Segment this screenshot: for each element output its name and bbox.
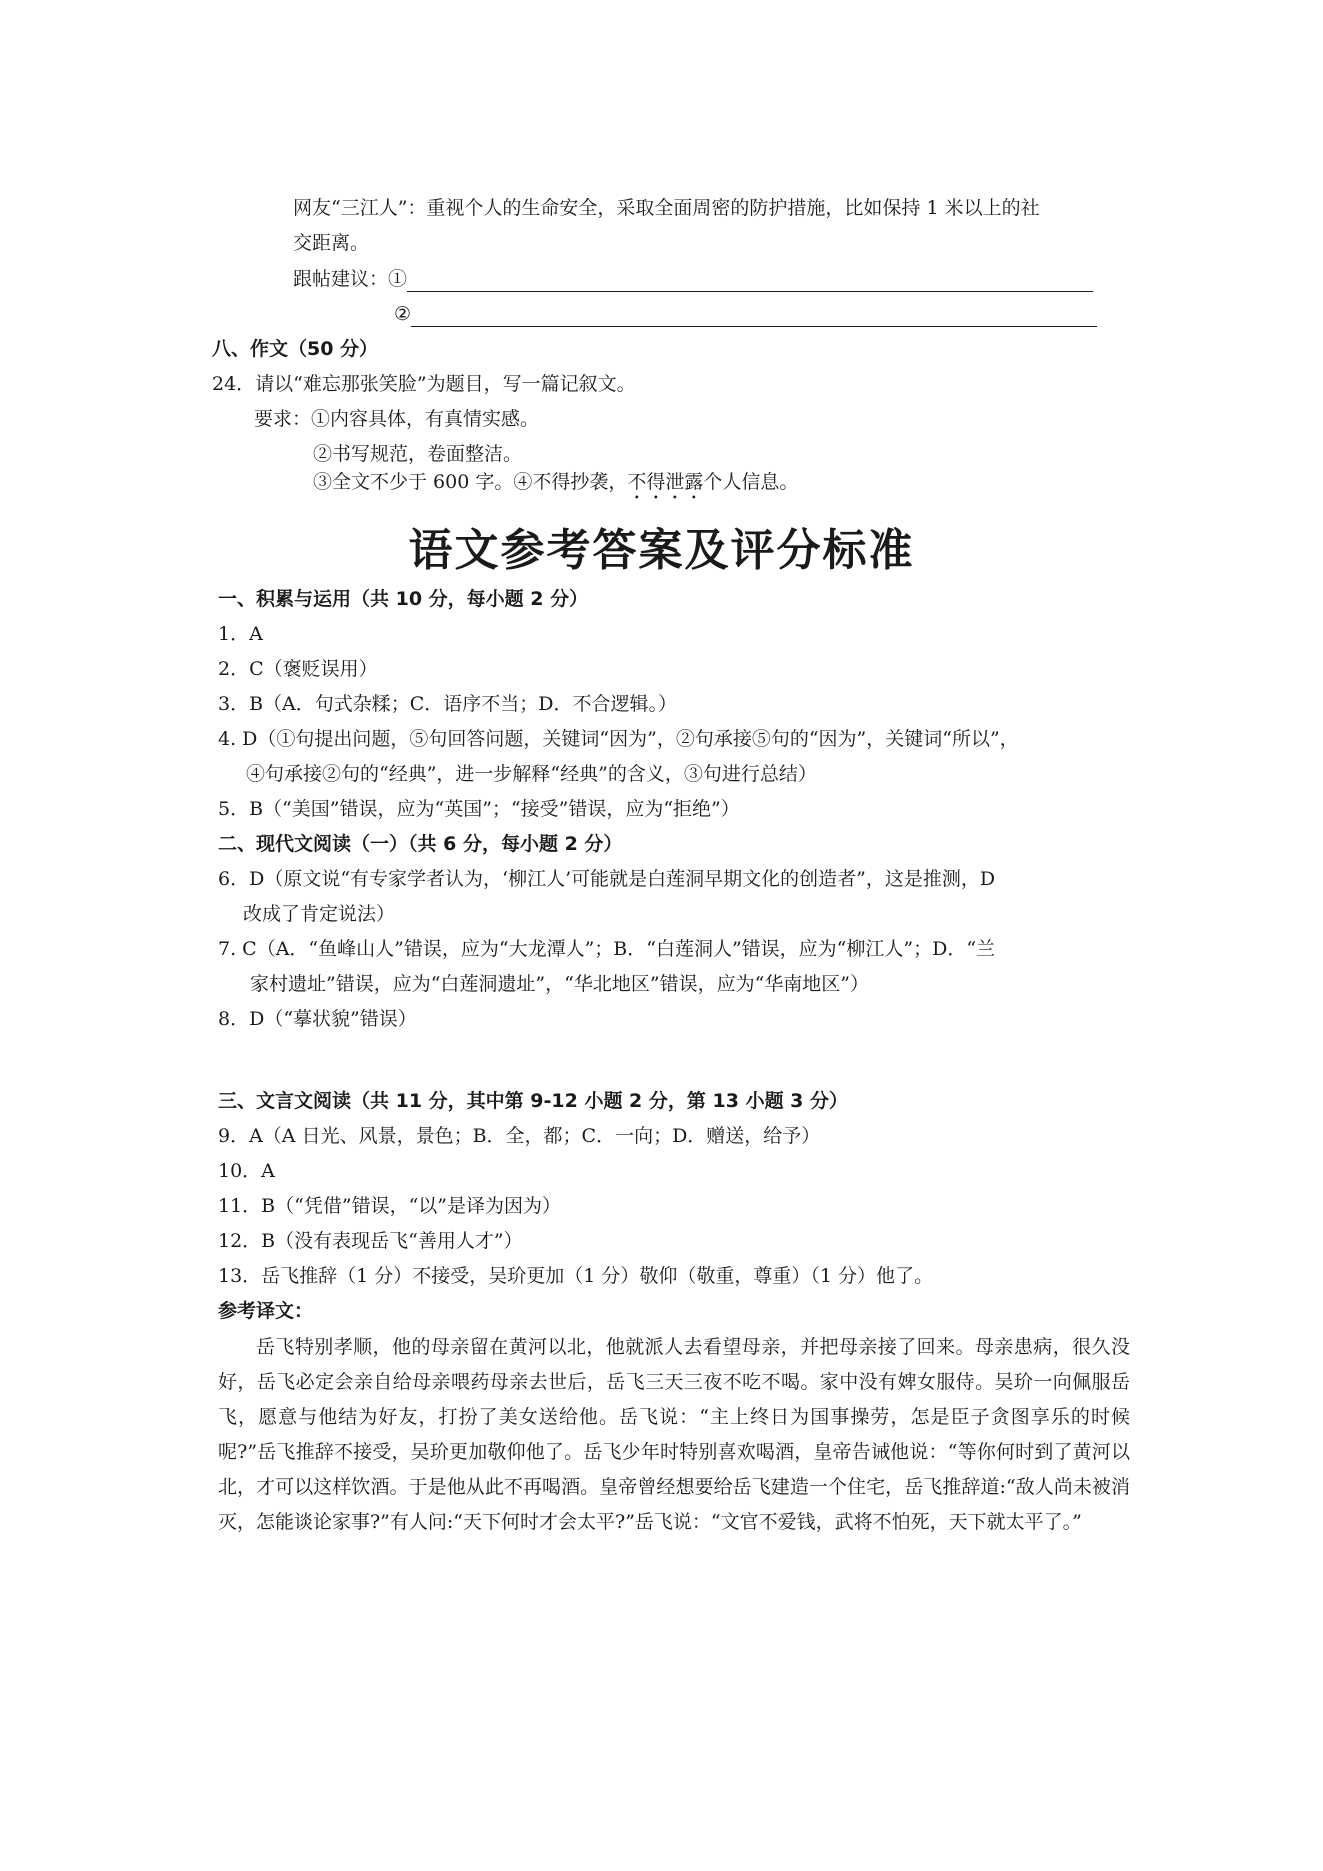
section-3-heading: 三、文言文阅读（共 11 分，其中第 9-12 小题 2 分，第 13 小题 3 分） [218, 1090, 849, 1112]
answer-13: 13．岳飞推辞（1 分）不接受，吴玠更加（1 分）敬仰（敬重，尊重）（1 分）他了。 [218, 1265, 934, 1287]
translation-block [218, 1330, 1130, 1540]
answer-8: 8．D（“摹状貌”错误） [218, 1008, 417, 1030]
reply-row-1 [293, 266, 1093, 292]
reply-row-2 [394, 301, 1097, 327]
answer-12: 12．B（没有表现岳飞“善用人才”） [218, 1230, 523, 1252]
answer-6-line-2: 改成了肯定说法） [243, 903, 396, 925]
answer-4-line-1: 4. D（①句提出问题，⑤句回答问题，关键词“因为”，②句承接⑤句的“因为”，关键词“所以”， [218, 728, 1019, 750]
requirement-1: 要求：①内容具体，有真情实感。 [254, 408, 540, 430]
translation-text: 岳飞特别孝顺，他的母亲留在黄河以北，他就派人去看望母亲，并把母亲接了回来。母亲患病，很久没好，岳飞必定会亲自给母亲喂药母亲去世后，岳飞三天三夜不吃不喝。家中没有婢女服侍。吴玠一向佩服岳飞，愿意与他结为好友，打扮了美女送给他。岳飞说：“主上终日为国事操劳，怎是臣子贪图享乐的时候呢?”岳飞推辞不接受，吴玠更加敬仰他了。岳飞少年时特别喜欢喝酒，皇帝告诫他说：“等你何时到了黄河以北，才可以这样饮酒。于是他从此不再喝酒。皇帝曾经想要给岳飞建造一个住宅，岳飞推辞道:“敌人尚未被消灭，怎能谈论家事?”有人问:“天下何时才会太平?”岳飞说：“文官不爱钱，武将不怕死，天下就太平了。” [218, 1336, 1130, 1533]
requirement-3-b: 个人信息。 [703, 471, 799, 493]
section-1-heading: 一、积累与运用（共 10 分，每小题 2 分） [218, 588, 589, 610]
answer-4-line-2: ④句承接②句的“经典”，进一步解释“经典”的含义，③句进行总结） [246, 763, 817, 785]
translation-label: 参考译文： [218, 1300, 314, 1322]
requirement-3-a: ③全文不少于 600 字。④不得抄袭， [313, 471, 628, 493]
netizen-line-2: 交距离。 [293, 232, 370, 254]
reply-label-2: ② [394, 303, 412, 325]
section-8-heading: 八、作文（50 分） [212, 338, 379, 360]
answer-3: 3．B（A．句式杂糅；C．语序不当；D．不合逻辑。） [218, 693, 678, 715]
answer-6-line-1: 6．D（原文说“有专家学者认为，‘柳江人’可能就是白莲洞早期文化的创造者”，这是推测，D [218, 868, 996, 890]
answer-5: 5．B（“美国”错误，应为“英国”；“接受”错误，应为“拒绝”） [218, 798, 740, 820]
answer-11: 11．B（“凭借”错误，“以”是译为因为） [218, 1195, 561, 1217]
answer-2: 2．C（褒贬误用） [218, 658, 378, 680]
answer-blank-1[interactable] [407, 269, 1093, 292]
answer-9: 9．A（A 日光、风景，景色；B．全，都；C．一向；D．赠送，给予） [218, 1125, 821, 1147]
answer-blank-2[interactable] [411, 304, 1097, 327]
netizen-line-1: 网友“三江人”：重视个人的生命安全，采取全面周密的防护措施，比如保持 1 米以上的社 [293, 197, 1040, 219]
requirement-3-emphasis: 不得泄露 [627, 471, 704, 493]
answer-7-line-2: 家村遗址”错误，应为“白莲洞遗址”，“华北地区”错误，应为“华南地区”） [250, 973, 869, 995]
requirement-2: ②书写规范，卷面整洁。 [313, 443, 523, 465]
question-24: 24．请以“难忘那张笑脸”为题目，写一篇记叙文。 [212, 373, 636, 395]
answer-1: 1．A [218, 623, 263, 645]
requirement-3 [313, 469, 798, 504]
answer-key-title: 语文参考答案及评分标准 [408, 525, 915, 576]
section-2-heading: 二、现代文阅读（一）（共 6 分，每小题 2 分） [218, 833, 623, 855]
answer-10: 10．A [218, 1160, 275, 1182]
answer-7-line-1: 7. C（A．“鱼峰山人”错误，应为“大龙潭人”；B．“白莲洞人”错误，应为“柳江人”；D．“兰 [218, 938, 996, 960]
reply-label-1: 跟帖建议：① [293, 268, 408, 290]
